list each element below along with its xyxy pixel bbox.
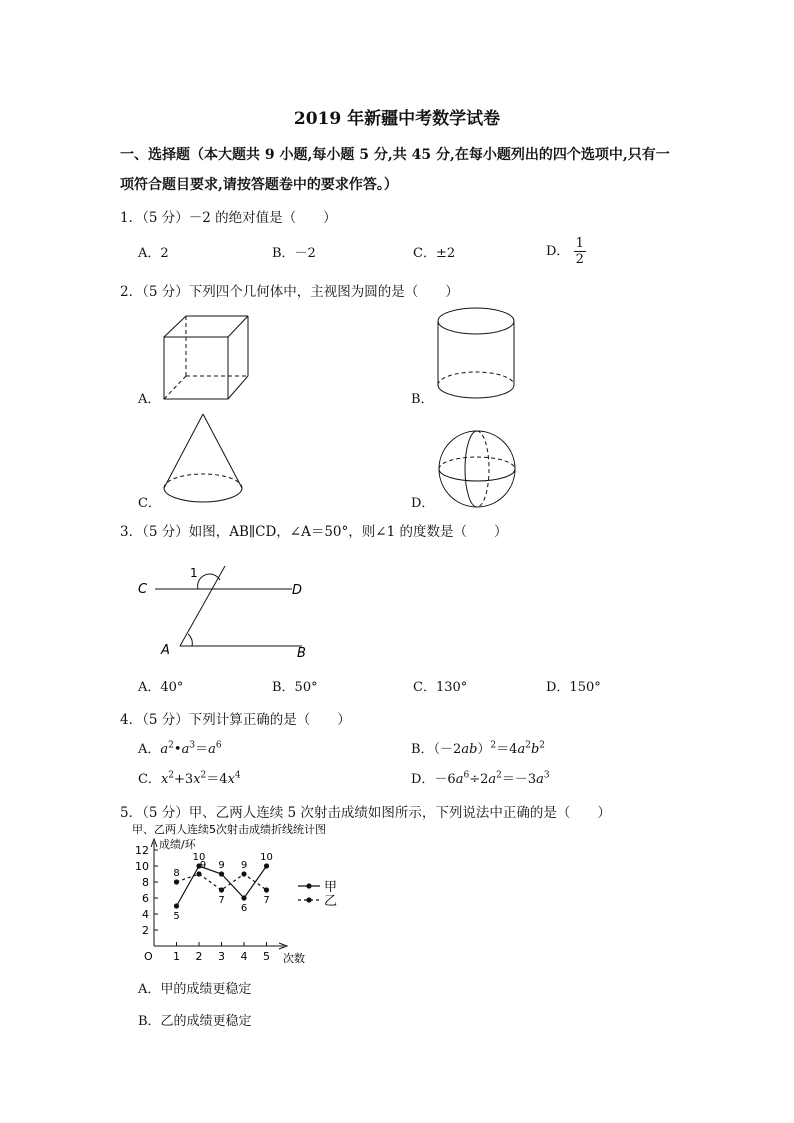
- q3-option-b: B．50°: [272, 680, 318, 695]
- x-tick-label: 2: [195, 950, 203, 963]
- cylinder-icon: [434, 303, 518, 405]
- data-label: 9: [240, 860, 248, 871]
- legend-marker: [306, 883, 311, 888]
- y-tick-label: 8: [142, 876, 149, 889]
- data-label: 7: [263, 895, 270, 906]
- cube-icon: [160, 312, 252, 402]
- q4-option-a: A．$a^2•a^3=a^6$: [138, 740, 222, 757]
- point-b-label: B: [297, 646, 306, 661]
- data-point: [264, 863, 269, 868]
- data-point: [241, 871, 246, 876]
- q2-option-c: C．: [138, 496, 161, 511]
- q4-stem: 4．（5 分）下列计算正确的是（ ）: [120, 712, 351, 728]
- point-a-label: A: [161, 643, 170, 658]
- y-tick-label: 10: [135, 860, 149, 873]
- y-tick-label: 12: [135, 844, 149, 857]
- data-point: [174, 903, 179, 908]
- q5-stem: 5．（5 分）甲、乙两人连续 5 次射击成绩如图所示，下列说法中正确的是（ ）: [120, 805, 611, 821]
- x-tick-label: 1: [173, 950, 180, 963]
- q2-option-d: D．: [411, 496, 435, 511]
- q1-option-d: [546, 236, 586, 267]
- chart-title: 甲、乙两人连续5次射击成绩折线统计图: [132, 823, 326, 836]
- fraction-numerator: 1: [575, 236, 584, 251]
- q2-option-b: B．: [411, 392, 434, 407]
- q1-option-c: C．±2: [413, 246, 456, 261]
- q3-stem: 3．（5 分）如图，AB∥CD，∠A＝50°，则∠1 的度数是（ ）: [120, 524, 508, 540]
- y-tick-label: 4: [142, 908, 149, 921]
- point-d-label: D: [292, 583, 303, 598]
- section-heading: 一、选择题（本大题共 9 小题,每小题 5 分,共 45 分,在每小题列出的四个选项中,只有一项符合题目要求,请按答题卷中的要求作答。）: [120, 147, 670, 193]
- q1-option-d-label: D．: [546, 244, 570, 259]
- data-label: 9: [199, 860, 207, 871]
- q3-option-c: C．130°: [413, 680, 468, 695]
- data-label: 10: [192, 852, 206, 863]
- q2-option-a: A．: [138, 392, 161, 407]
- parallel-lines-figure: [130, 560, 320, 665]
- data-label: 9: [218, 860, 225, 871]
- x-tick-label: 5: [263, 950, 270, 963]
- data-point: [219, 887, 224, 892]
- q1-option-b: B．－2: [272, 246, 316, 261]
- data-point: [241, 895, 246, 900]
- data-point: [196, 871, 201, 876]
- data-label: 6: [240, 903, 248, 914]
- y-tick-label: 6: [142, 892, 149, 905]
- line-chart: [128, 820, 358, 970]
- origin-label: O: [144, 950, 153, 963]
- x-tick-label: 3: [218, 950, 225, 963]
- y-axis-label: 成绩/环: [159, 838, 196, 851]
- cone-icon: [160, 410, 246, 508]
- legend-label: 甲: [324, 880, 338, 895]
- data-label: 10: [260, 852, 273, 863]
- fraction: [574, 236, 586, 267]
- q4-option-c: C．$x^2+3x^2=4x^4$: [138, 770, 241, 787]
- fraction-denominator: 2: [575, 252, 584, 267]
- data-point: [264, 887, 269, 892]
- exam-title: 2019 年新疆中考数学试卷: [293, 109, 501, 129]
- y-tick-label: 2: [142, 924, 149, 937]
- point-c-label: C: [138, 582, 148, 597]
- angle-1-label: 1: [190, 566, 198, 580]
- q5-option-a: A．甲的成绩更稳定: [138, 982, 252, 997]
- q2-stem: 2．（5 分）下列四个几何体中，主视图为圆的是（ ）: [120, 284, 459, 300]
- sphere-icon: [436, 428, 518, 510]
- q3-option-a: A．40°: [138, 680, 184, 695]
- data-point: [174, 879, 179, 884]
- q1-stem: 1．（5 分）－2 的绝对值是（ ）: [120, 210, 337, 226]
- data-label: 8: [173, 868, 180, 879]
- data-label: 7: [218, 895, 225, 906]
- data-point: [219, 871, 224, 876]
- legend-marker: [306, 897, 311, 902]
- q1-option-a: A．2: [138, 246, 169, 261]
- x-tick-label: 4: [240, 950, 248, 963]
- q5-option-b: B．乙的成绩更稳定: [138, 1014, 252, 1029]
- q3-option-d: D．150°: [546, 680, 601, 695]
- legend-label: 乙: [324, 894, 338, 909]
- x-axis-label: 次数: [283, 952, 305, 965]
- q4-option-d: D．$-6a^6\div 2a^2=-3a^3$: [411, 770, 550, 787]
- q4-option-b: B．$(-2ab)^2=4a^2b^2$: [411, 740, 545, 757]
- data-label: 5: [173, 911, 180, 922]
